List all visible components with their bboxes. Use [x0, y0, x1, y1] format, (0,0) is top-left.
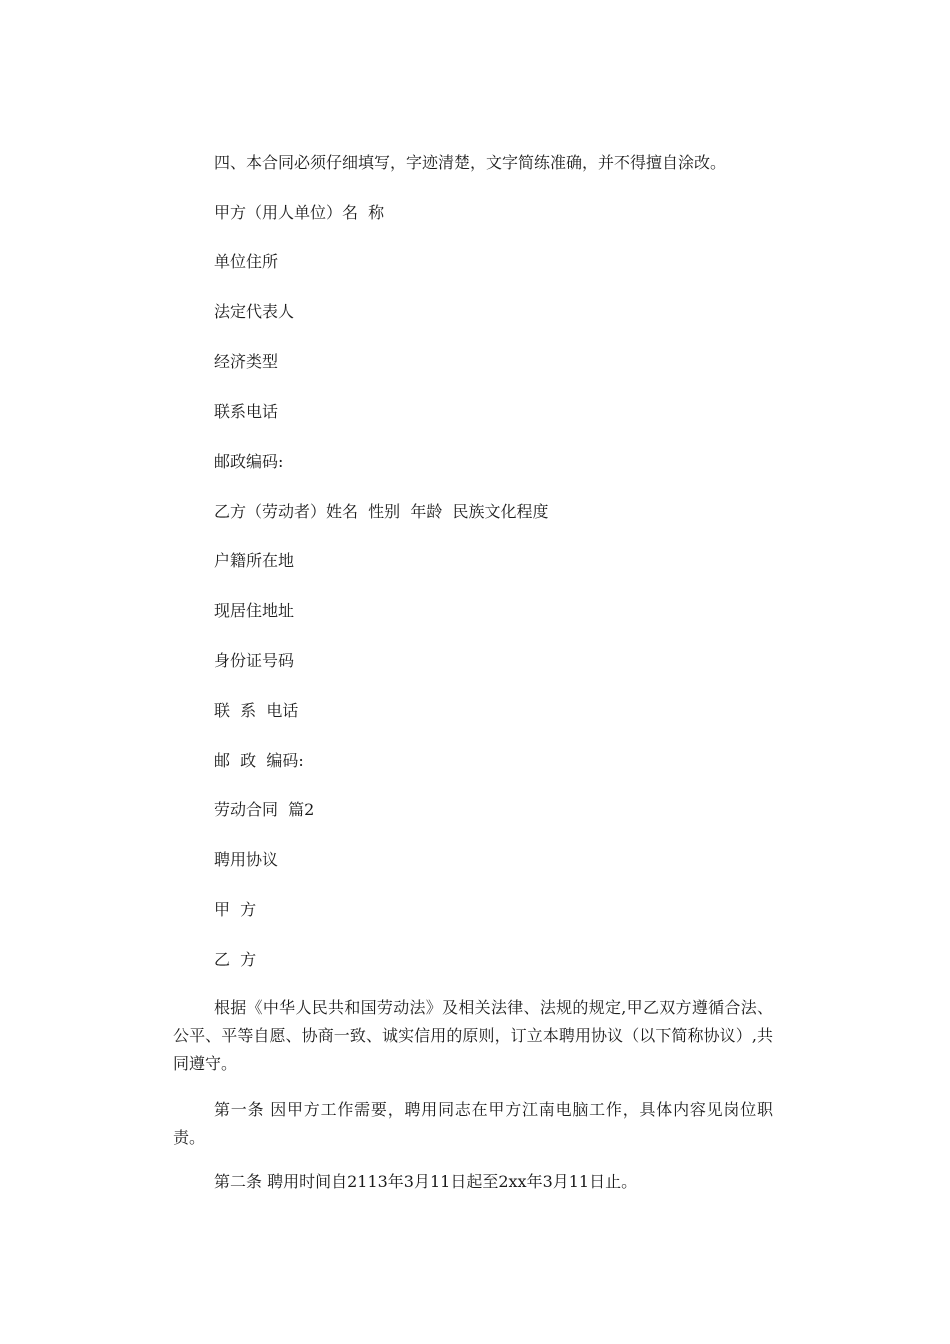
- clause-four-note: 四、本合同必须仔细填写，字迹清楚，文字简练准确，并不得擅自涂改。: [214, 153, 727, 172]
- party-a-label: 甲 方: [214, 900, 257, 919]
- party-a-name-label: 甲方（用人单位）名 称: [214, 203, 385, 222]
- article-two-paragraph: 第二条 聘用时间自2113年3月11日起至2xx年3月11日止。: [214, 1172, 638, 1191]
- party-a-economic-type-label: 经济类型: [214, 352, 279, 371]
- agreement-title: 聘用协议: [214, 850, 279, 869]
- party-b-label: 乙 方: [214, 950, 257, 969]
- party-a-postcode-label: 邮政编码:: [214, 452, 284, 471]
- party-b-domicile-label: 户籍所在地: [214, 551, 295, 570]
- party-a-legal-rep-label: 法定代表人: [214, 302, 295, 321]
- party-b-residence-label: 现居住地址: [214, 601, 295, 620]
- party-b-phone-label: 联 系 电话: [214, 701, 299, 720]
- party-a-address-label: 单位住所: [214, 252, 279, 271]
- party-a-phone-label: 联系电话: [214, 402, 279, 421]
- article-one-paragraph: 第一条 因甲方工作需要，聘用同志在甲方江南电脑工作，具体内容见岗位职责。: [173, 1100, 773, 1147]
- party-b-postcode-label: 邮 政 编码:: [214, 751, 304, 770]
- party-b-id-label: 身份证号码: [214, 651, 295, 670]
- preamble-paragraph: 根据《中华人民共和国劳动法》及相关法律、法规的规定,甲乙双方遵循合法、公平、平等自愿、协商一致、诚实信用的原则，订立本聘用协议（以下简称协议）,共同遵守。: [173, 998, 773, 1073]
- section-heading: 劳动合同 篇2: [214, 800, 315, 819]
- party-b-info-label: 乙方（劳动者）姓名 性别 年龄 民族文化程度: [214, 502, 549, 521]
